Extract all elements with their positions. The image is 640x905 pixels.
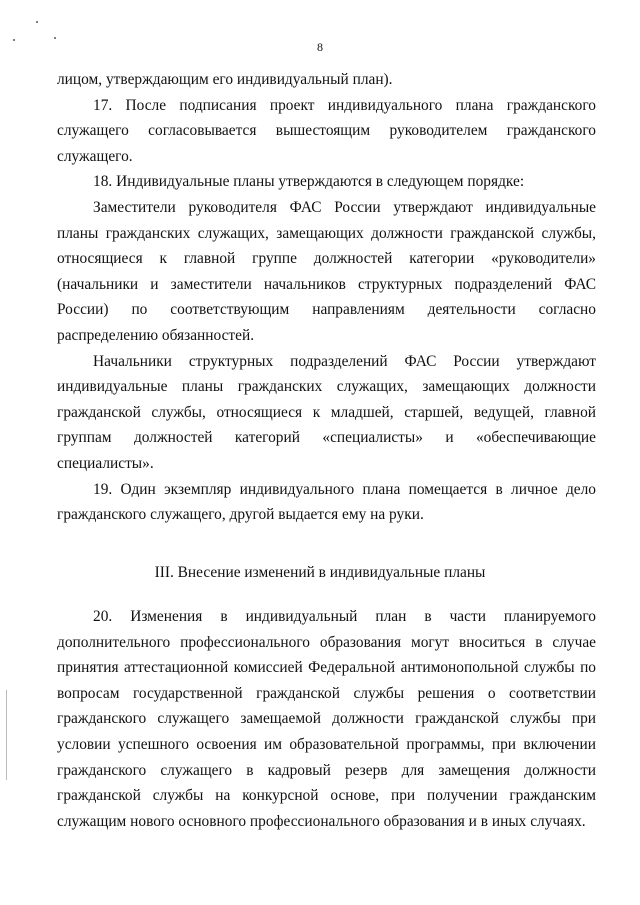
scan-edge-mark	[6, 690, 7, 780]
scan-speck	[54, 37, 56, 39]
section-heading: III. Внесение изменений в индивидуальные планы	[154, 564, 486, 581]
paragraph-item-17: 17. После подписания проект индивидуального плана гражданского служащего согласовывается вышестоящим руководителем гражданского служащего.	[57, 96, 596, 165]
paragraph-division-heads: Начальники структурных подразделений ФАС России утверждают индивидуальные планы гражданских служащих, замещающих должности гражданской службы, относящиеся к младшей, старшей, ведущей, главной группам должностей категорий «специалисты» и «обеспечивающие специалисты».	[57, 352, 596, 472]
top-text-block	[57, 67, 596, 528]
paragraph-continuation: лицом, утверждающим его индивидуальный план).	[57, 71, 393, 88]
page-number: 8	[317, 40, 323, 54]
paragraph-item-20: 20. Изменения в индивидуальный план в части планируемого дополнительного профессионального образования могут вноситься в случае принятия аттестационной комиссией Федеральной антимонопольной службы по вопросам государственной гражданской службы решения о соответствии гражданского служащего замещаемой должности гражданской службы при условии успешного освоения им образовательной программы, при включении гражданского служащего в кадровый резерв для замещения должности гражданской службы на конкурсной основе, при получении гражданским служащим нового основного профессионального образования и в иных случаях.	[57, 608, 596, 830]
paragraph-item-18: 18. Индивидуальные планы утверждаются в следующем порядке:	[93, 173, 525, 191]
section3-text-block	[57, 604, 596, 834]
paragraph-item-19: 19. Один экземпляр индивидуального плана помещается в личное дело гражданского служащего, другой выдается ему на руки.	[57, 480, 596, 524]
scan-speck	[36, 21, 38, 23]
paragraph-deputies: Заместители руководителя ФАС России утверждают индивидуальные планы гражданских служащих, замещающих должности гражданской службы, относящиеся к главной группе должностей категории «руководители» (начальники и заместители начальников структурных подразделений ФАС России) по соответствующим направлениям деятельности согласно распределению обязанностей.	[57, 198, 596, 344]
